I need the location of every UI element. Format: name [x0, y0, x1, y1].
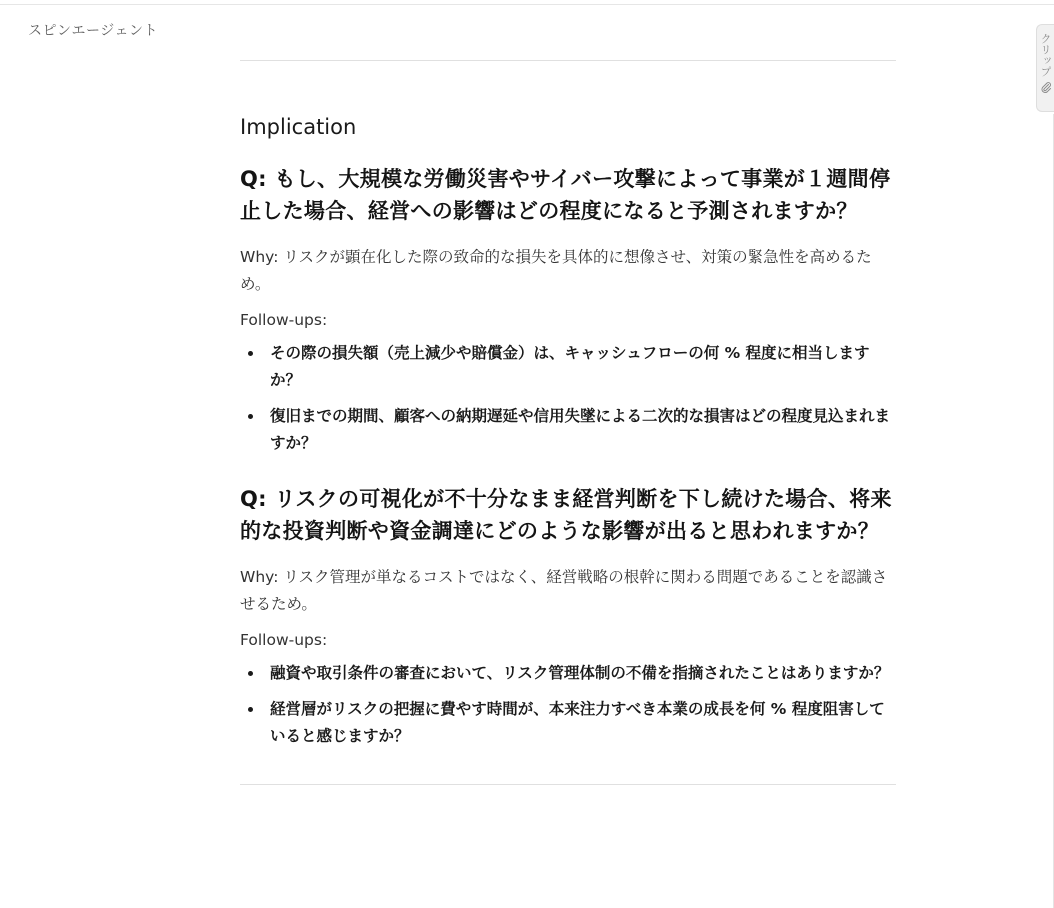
followups-label: Follow-ups: — [240, 631, 328, 649]
divider — [240, 60, 896, 61]
why-text: Why: リスクが顕在化した際の致命的な損失を具体的に想像させ、対策の緊急性を高めるため。 — [240, 248, 872, 293]
question-block — [240, 483, 896, 750]
document-content — [240, 0, 896, 785]
clip-tab[interactable] — [1036, 24, 1054, 112]
followups-label: Follow-ups: — [240, 311, 328, 329]
followup-item: 融資や取引条件の審査において、リスク管理体制の不備を指摘されたことはありますか？ — [270, 660, 896, 687]
followup-item: 経営層がリスクの把握に費やす時間が、本来注力すべき本業の成長を何 % 程度阻害していると感じますか？ — [270, 696, 896, 750]
section-heading: Implication — [240, 115, 357, 139]
paperclip-icon — [1040, 81, 1052, 93]
followup-item: 復旧までの期間、顧客への納期遅延や信用失墜による二次的な損害はどの程度見込まれますか？ — [270, 403, 896, 457]
question-heading: Q: もし、大規模な労働災害やサイバー攻撃によって事業が１週間停止した場合、経営への影響はどの程度になると予測されますか？ — [240, 167, 891, 223]
clip-tab-label: クリップ — [1039, 33, 1052, 77]
divider — [240, 784, 896, 785]
followups-list — [240, 660, 896, 750]
followup-item: その際の損失額（売上減少や賠償金）は、キャッシュフローの何 % 程度に相当しますか？ — [270, 340, 896, 394]
why-text: Why: リスク管理が単なるコストではなく、経営戦略の根幹に関わる問題であることを認識させるため。 — [240, 568, 888, 613]
app-title: スピンエージェント — [28, 23, 158, 39]
question-heading: Q: リスクの可視化が不十分なまま経営判断を下し続けた場合、将来的な投資判断や資金調達にどのような影響が出ると思われますか？ — [240, 487, 892, 543]
followups-list — [240, 340, 896, 457]
question-block — [240, 163, 896, 457]
